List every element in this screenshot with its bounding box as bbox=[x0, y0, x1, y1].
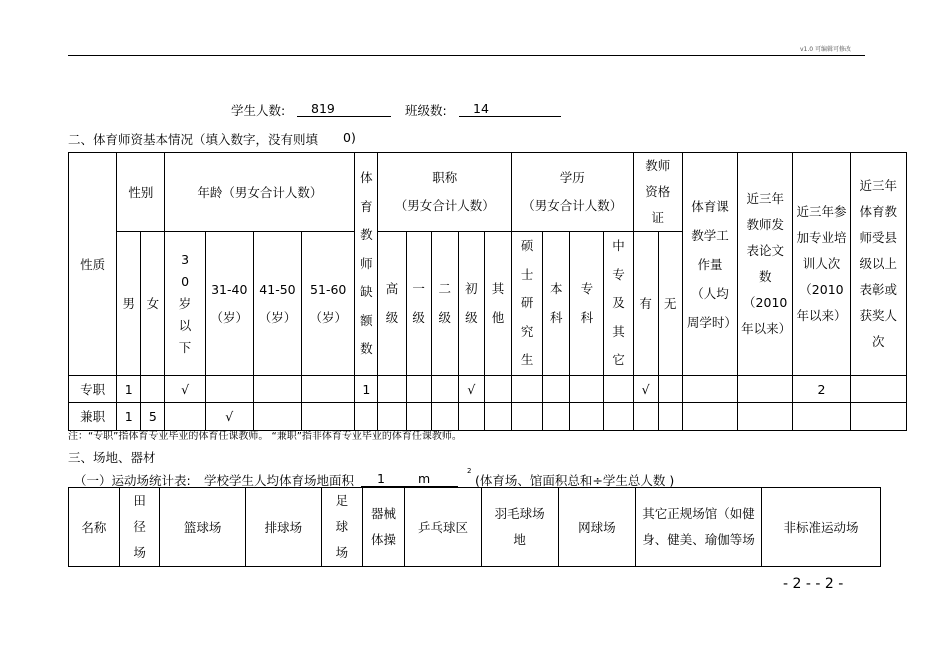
header-age-41 bbox=[253, 232, 301, 376]
cell-first bbox=[406, 376, 431, 403]
class-count-value: 14 bbox=[459, 101, 561, 117]
header-age-31-unit: （岁） bbox=[210, 309, 248, 325]
header-age-31 bbox=[205, 232, 253, 376]
cell-second bbox=[431, 376, 458, 403]
cell-workload bbox=[682, 403, 737, 431]
venue-table bbox=[68, 487, 881, 567]
cell-awards bbox=[850, 403, 906, 431]
cell-awards bbox=[850, 376, 906, 403]
table-note: 注：“专职”指体育专业毕业的体育任课教师。 “兼职”指非体育专业毕业的体育任课教师。 bbox=[68, 431, 462, 442]
header-workload: 体育课教学工作量（人均周学时） bbox=[682, 153, 737, 376]
header-rule bbox=[68, 55, 865, 56]
cell-female: 5 bbox=[141, 403, 165, 431]
cell-other bbox=[484, 376, 511, 403]
header-title-senior bbox=[378, 232, 406, 376]
cell-master bbox=[512, 403, 543, 431]
header-education bbox=[512, 153, 634, 232]
header-edu-sub: （男女合计人数） bbox=[522, 198, 623, 213]
header-gender: 性别 bbox=[117, 153, 165, 232]
venue-football-text: 足球场 bbox=[335, 493, 349, 560]
header-edu-bachelor-text: 本科 bbox=[549, 281, 563, 325]
version-label: v1.0 可编辑可修改 bbox=[800, 46, 852, 53]
area-value: 1 bbox=[361, 471, 429, 487]
venue-basketball-header: 篮球场 bbox=[160, 488, 245, 567]
student-count-value: 819 bbox=[297, 101, 391, 117]
cell-cert-yes: √ bbox=[633, 376, 658, 403]
area-formula: (体育场、馆面积总和÷学生总人数 ) bbox=[475, 473, 675, 488]
header-edu-text: 学历 bbox=[559, 170, 585, 185]
venue-track-header bbox=[119, 488, 160, 567]
cell-bachelor bbox=[543, 403, 570, 431]
cell-age31 bbox=[205, 376, 253, 403]
cell-cert-no bbox=[658, 376, 682, 403]
venue-gymnastics-text: 器械体操 bbox=[370, 506, 396, 547]
cell-female bbox=[141, 376, 165, 403]
header-age-41-unit: （岁） bbox=[258, 309, 297, 325]
header-title-senior-text: 高级 bbox=[385, 281, 399, 325]
header-age-30 bbox=[165, 232, 205, 376]
header-papers: 近三年教师发表论文数（2010年以来） bbox=[738, 153, 793, 376]
cell-male: 1 bbox=[117, 376, 141, 403]
header-cert-no: 无 bbox=[658, 232, 682, 376]
header-male: 男 bbox=[117, 232, 141, 376]
table-row bbox=[69, 376, 907, 403]
venue-football-header bbox=[322, 488, 363, 567]
cell-secondary bbox=[604, 403, 633, 431]
header-age-51 bbox=[302, 232, 355, 376]
teacher-table bbox=[68, 152, 907, 431]
header-edu-bachelor bbox=[543, 232, 570, 376]
header-edu-master-text: 硕士研究生 bbox=[520, 238, 534, 368]
row-label: 专职 bbox=[69, 376, 117, 403]
cell-junior: √ bbox=[458, 376, 484, 403]
venue-volleyball-header: 排球场 bbox=[245, 488, 321, 567]
cell-age30: √ bbox=[165, 376, 205, 403]
row-label: 兼职 bbox=[69, 403, 117, 431]
header-female: 女 bbox=[141, 232, 165, 376]
header-title-text: 职称 bbox=[432, 170, 458, 185]
venue-track-text: 田径场 bbox=[133, 493, 146, 560]
cell-senior bbox=[378, 376, 406, 403]
header-title-other-text: 其他 bbox=[491, 281, 505, 325]
cell-secondary bbox=[604, 376, 633, 403]
page-number: - 2 - - 2 - bbox=[783, 576, 844, 592]
cell-male: 1 bbox=[117, 403, 141, 431]
header-vacancy-text: 体育教师缺额数 bbox=[360, 170, 373, 357]
cell-training: 2 bbox=[793, 376, 850, 403]
student-count-label: 学生人数: bbox=[231, 103, 286, 118]
header-cert: 教师资格证 bbox=[633, 153, 682, 232]
section3-title: 三、场地、器材 bbox=[68, 450, 156, 465]
header-age-51-unit: （岁） bbox=[309, 309, 347, 325]
header-age-41-text: 41-50 bbox=[259, 281, 296, 297]
header-title-first bbox=[406, 232, 431, 376]
cell-master bbox=[512, 376, 543, 403]
venue-tennis-header: 网球场 bbox=[558, 488, 635, 567]
header-edu-secondary-text: 中专及其它 bbox=[612, 238, 625, 368]
header-cert-yes: 有 bbox=[633, 232, 658, 376]
cell-papers bbox=[738, 403, 793, 431]
section2-title-zero: 0) bbox=[343, 130, 356, 145]
venue-pingpong-header: 乒乓球区 bbox=[405, 488, 481, 567]
venue-gymnastics-header bbox=[362, 488, 405, 567]
header-title-other bbox=[484, 232, 511, 376]
cell-papers bbox=[738, 376, 793, 403]
cell-college bbox=[570, 376, 604, 403]
cell-junior bbox=[458, 403, 484, 431]
cell-vacancy: 1 bbox=[355, 376, 378, 403]
area-unit: m bbox=[414, 471, 458, 487]
header-edu-master bbox=[512, 232, 543, 376]
cell-age51 bbox=[302, 376, 355, 403]
header-title-junior-text: 初级 bbox=[465, 281, 478, 325]
header-age: 年龄（男女合计人数） bbox=[165, 153, 355, 232]
field-stats-text: 学校学生人均体育场地面积 bbox=[204, 473, 355, 488]
venue-badminton-header: 羽毛球场地 bbox=[481, 488, 558, 567]
header-edu-college bbox=[570, 232, 604, 376]
header-edu-secondary bbox=[604, 232, 633, 376]
header-title-second-text: 二级 bbox=[438, 281, 451, 325]
header-awards: 近三年体育教师受县级以上表彰或获奖人次 bbox=[850, 153, 906, 376]
class-count-label: 班级数: bbox=[405, 103, 447, 118]
header-age-51-text: 51-60 bbox=[310, 281, 347, 297]
header-training: 近三年参加专业培训人次（2010年以来） bbox=[793, 153, 850, 376]
cell-training bbox=[793, 403, 850, 431]
cell-age41 bbox=[253, 376, 301, 403]
header-age-30-text: 30岁以下 bbox=[178, 251, 192, 355]
header-title-second bbox=[431, 232, 458, 376]
venue-other-header: 其它正规场馆（如健身、健美、瑜伽等场 bbox=[636, 488, 762, 567]
venue-name-header: 名称 bbox=[69, 488, 120, 567]
field-stats-label: （一）运动场统计表: bbox=[74, 473, 191, 488]
header-edu-college-text: 专科 bbox=[580, 281, 594, 325]
cell-age31: √ bbox=[205, 403, 253, 431]
area-superscript: 2 bbox=[467, 467, 472, 475]
section2-title: 二、体育师资基本情况（填入数字，没有则填 bbox=[68, 132, 319, 147]
cell-bachelor bbox=[543, 376, 570, 403]
cell-other bbox=[484, 403, 511, 431]
header-nature: 性质 bbox=[69, 153, 117, 376]
cell-college bbox=[570, 403, 604, 431]
header-title bbox=[378, 153, 512, 232]
cell-workload bbox=[682, 376, 737, 403]
header-title-first-text: 一级 bbox=[412, 281, 425, 325]
venue-nonstandard-header: 非标准运动场 bbox=[762, 488, 881, 567]
cell-cert-no bbox=[658, 403, 682, 431]
header-title-sub: （男女合计人数） bbox=[394, 198, 495, 213]
cell-cert-yes bbox=[633, 403, 658, 431]
header-title-junior bbox=[458, 232, 484, 376]
header-vacancy bbox=[355, 153, 378, 376]
header-age-31-text: 31-40 bbox=[211, 281, 248, 297]
